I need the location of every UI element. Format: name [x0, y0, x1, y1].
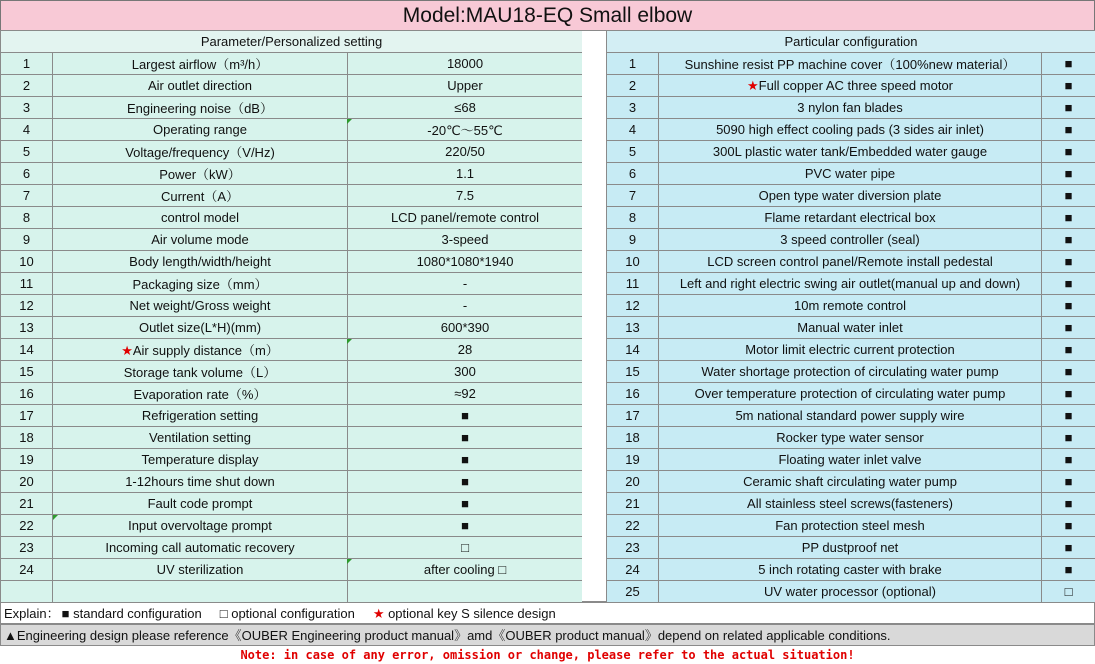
configuration-row	[607, 119, 1095, 141]
parameter-name: UV sterilization	[53, 559, 348, 581]
row-number: 22	[1, 515, 53, 537]
reference-note: ▲Engineering design please reference《OUBER Engineering product manual》amd《OUBER product manual》depend on related applicable conditions.	[0, 624, 1095, 646]
parameter-table	[0, 30, 583, 603]
row-number: 10	[1, 251, 53, 273]
configuration-header-label: Particular configuration	[607, 31, 1095, 53]
row-number: 15	[607, 361, 659, 383]
star-icon: ★	[746, 77, 759, 93]
row-number: 4	[1, 119, 53, 141]
parameter-row	[1, 251, 583, 273]
row-number: 4	[607, 119, 659, 141]
parameter-name: control model	[53, 207, 348, 229]
configuration-row	[607, 141, 1095, 163]
configuration-name: Left and right electric swing air outlet(manual up and down)	[659, 273, 1042, 295]
parameter-value: 300	[348, 361, 583, 383]
configuration-row	[607, 163, 1095, 185]
parameter-name: Power（kW）	[53, 163, 348, 185]
configuration-name: Fan protection steel mesh	[659, 515, 1042, 537]
parameter-value: ■	[348, 493, 583, 515]
parameter-name: 1-12hours time shut down	[53, 471, 348, 493]
cell-marker-icon	[53, 515, 58, 520]
parameter-row	[1, 97, 583, 119]
cell-marker-icon	[347, 339, 352, 344]
parameter-table-header	[1, 31, 583, 53]
parameter-row	[1, 471, 583, 493]
configuration-name: PVC water pipe	[659, 163, 1042, 185]
configuration-mark: ■	[1042, 207, 1095, 229]
parameter-value: ■	[348, 427, 583, 449]
parameter-row	[1, 141, 583, 163]
parameter-value: ≈92	[348, 383, 583, 405]
parameter-row	[1, 317, 583, 339]
parameter-row	[1, 295, 583, 317]
row-number: 25	[607, 581, 659, 603]
parameter-name: Refrigeration setting	[53, 405, 348, 427]
configuration-name: 5 inch rotating caster with brake	[659, 559, 1042, 581]
configuration-mark: ■	[1042, 339, 1095, 361]
configuration-mark: ■	[1042, 251, 1095, 273]
row-number: 17	[1, 405, 53, 427]
row-number: 17	[607, 405, 659, 427]
parameter-row	[1, 207, 583, 229]
row-number: 18	[607, 427, 659, 449]
configuration-name: Flame retardant electrical box	[659, 207, 1042, 229]
configuration-row	[607, 317, 1095, 339]
row-number: 2	[1, 75, 53, 97]
configuration-name: Rocker type water sensor	[659, 427, 1042, 449]
row-number: 3	[607, 97, 659, 119]
cell-marker-icon	[347, 119, 352, 124]
parameter-value: 1.1	[348, 163, 583, 185]
row-number: 9	[607, 229, 659, 251]
parameter-row	[1, 119, 583, 141]
parameter-value: 220/50	[348, 141, 583, 163]
parameter-row	[1, 581, 583, 603]
row-number: 23	[1, 537, 53, 559]
row-number	[1, 581, 53, 603]
parameter-value: 28	[348, 339, 583, 361]
parameter-name: Storage tank volume（L）	[53, 361, 348, 383]
parameter-name: Air outlet direction	[53, 75, 348, 97]
parameter-row	[1, 273, 583, 295]
configuration-name: Open type water diversion plate	[659, 185, 1042, 207]
parameter-value: 3-speed	[348, 229, 583, 251]
parameter-value: LCD panel/remote control	[348, 207, 583, 229]
configuration-row	[607, 207, 1095, 229]
row-number: 5	[1, 141, 53, 163]
parameter-value: ■	[348, 405, 583, 427]
row-number: 11	[607, 273, 659, 295]
configuration-row	[607, 361, 1095, 383]
row-number: 19	[607, 449, 659, 471]
cell-text: Full copper AC three speed motor	[758, 77, 954, 93]
configuration-name: LCD screen control panel/Remote install pedestal	[659, 251, 1042, 273]
row-number: 7	[1, 185, 53, 207]
parameter-value: 600*390	[348, 317, 583, 339]
row-number: 6	[1, 163, 53, 185]
row-number: 16	[607, 383, 659, 405]
parameter-value: -	[348, 295, 583, 317]
row-number: 8	[1, 207, 53, 229]
configuration-mark: ■	[1042, 229, 1095, 251]
configuration-mark: ■	[1042, 537, 1095, 559]
configuration-name: Ceramic shaft circulating water pump	[659, 471, 1042, 493]
row-number: 15	[1, 361, 53, 383]
configuration-mark: ■	[1042, 317, 1095, 339]
row-number: 18	[1, 427, 53, 449]
row-number: 5	[607, 141, 659, 163]
parameter-value: 18000	[348, 53, 583, 75]
parameter-row	[1, 559, 583, 581]
configuration-row	[607, 53, 1095, 75]
configuration-name: UV water processor (optional)	[659, 581, 1042, 603]
star-icon: ★	[121, 343, 133, 358]
page-title: Model:MAU18-EQ Small elbow	[0, 0, 1095, 31]
parameter-name: Body length/width/height	[53, 251, 348, 273]
configuration-mark: ■	[1042, 405, 1095, 427]
parameter-header-label: Parameter/Personalized setting	[1, 31, 583, 53]
configuration-mark: ■	[1042, 75, 1095, 97]
row-number: 20	[1, 471, 53, 493]
configuration-row	[607, 537, 1095, 559]
parameter-name: Air volume mode	[53, 229, 348, 251]
parameter-name: Fault code prompt	[53, 493, 348, 515]
parameter-row	[1, 427, 583, 449]
configuration-mark: ■	[1042, 273, 1095, 295]
configuration-row	[607, 251, 1095, 273]
configuration-name: 10m remote control	[659, 295, 1042, 317]
row-number: 7	[607, 185, 659, 207]
parameter-name: Voltage/frequency（V/Hz)	[53, 141, 348, 163]
configuration-mark: ■	[1042, 119, 1095, 141]
parameter-value: 1080*1080*1940	[348, 251, 583, 273]
configuration-mark: ■	[1042, 141, 1095, 163]
parameter-row	[1, 537, 583, 559]
parameter-name: Largest airflow（m³/h）	[53, 53, 348, 75]
parameter-name: Packaging size（mm）	[53, 273, 348, 295]
row-number: 24	[607, 559, 659, 581]
configuration-mark: ■	[1042, 559, 1095, 581]
explain-legend	[0, 602, 1095, 624]
parameter-row	[1, 493, 583, 515]
configuration-row	[607, 185, 1095, 207]
row-number: 22	[607, 515, 659, 537]
configuration-mark: ■	[1042, 449, 1095, 471]
configuration-mark: ■	[1042, 471, 1095, 493]
configuration-mark: ■	[1042, 185, 1095, 207]
legend-standard: ■ standard configuration	[61, 606, 202, 621]
parameter-row	[1, 449, 583, 471]
configuration-mark: □	[1042, 581, 1095, 603]
row-number: 8	[607, 207, 659, 229]
parameter-value: □	[348, 537, 583, 559]
legend-optional: □ optional configuration	[219, 606, 355, 621]
configuration-name: Water shortage protection of circulating water pump	[659, 361, 1042, 383]
configuration-name: Manual water inlet	[659, 317, 1042, 339]
row-number: 21	[607, 493, 659, 515]
parameter-value: -20℃～55℃	[348, 119, 583, 141]
configuration-mark: ■	[1042, 97, 1095, 119]
configuration-name: 5090 high effect cooling pads (3 sides air inlet)	[659, 119, 1042, 141]
configuration-row	[607, 383, 1095, 405]
row-number: 13	[607, 317, 659, 339]
configuration-row	[607, 515, 1095, 537]
parameter-value: 7.5	[348, 185, 583, 207]
parameter-name: Temperature display	[53, 449, 348, 471]
configuration-table-header	[607, 31, 1095, 53]
table-gap	[582, 30, 606, 602]
configuration-name: 5m national standard power supply wire	[659, 405, 1042, 427]
disclaimer-note: Note: in case of any error, omission or change, please refer to the actual situation!	[240, 648, 855, 662]
parameter-row	[1, 229, 583, 251]
row-number: 1	[1, 53, 53, 75]
row-number: 10	[607, 251, 659, 273]
row-number: 12	[1, 295, 53, 317]
configuration-name	[659, 75, 1042, 97]
row-number: 21	[1, 493, 53, 515]
parameter-row	[1, 515, 583, 537]
parameter-name	[53, 339, 348, 361]
configuration-row	[607, 75, 1095, 97]
parameter-row	[1, 361, 583, 383]
row-number: 20	[607, 471, 659, 493]
legend-silence: optional key S silence design	[384, 606, 556, 621]
row-number: 16	[1, 383, 53, 405]
configuration-mark: ■	[1042, 383, 1095, 405]
parameter-name: Input overvoltage prompt	[53, 515, 348, 537]
parameter-row	[1, 75, 583, 97]
row-number: 14	[1, 339, 53, 361]
parameter-row	[1, 339, 583, 361]
configuration-mark: ■	[1042, 427, 1095, 449]
configuration-table	[606, 30, 1095, 603]
configuration-name: Motor limit electric current protection	[659, 339, 1042, 361]
configuration-mark: ■	[1042, 361, 1095, 383]
parameter-row	[1, 383, 583, 405]
star-icon: ★	[372, 606, 385, 621]
configuration-name: Floating water inlet valve	[659, 449, 1042, 471]
explain-prefix: Explain：	[4, 606, 60, 621]
parameter-value: Upper	[348, 75, 583, 97]
row-number: 19	[1, 449, 53, 471]
row-number: 9	[1, 229, 53, 251]
configuration-row	[607, 339, 1095, 361]
configuration-name: 3 speed controller (seal)	[659, 229, 1042, 251]
row-number: 2	[607, 75, 659, 97]
row-number: 24	[1, 559, 53, 581]
configuration-row	[607, 97, 1095, 119]
configuration-row	[607, 449, 1095, 471]
configuration-name: All stainless steel screws(fasteners)	[659, 493, 1042, 515]
parameter-value: ≤68	[348, 97, 583, 119]
row-number: 13	[1, 317, 53, 339]
configuration-row	[607, 581, 1095, 603]
parameter-name: Incoming call automatic recovery	[53, 537, 348, 559]
parameter-row	[1, 163, 583, 185]
configuration-row	[607, 295, 1095, 317]
configuration-mark: ■	[1042, 493, 1095, 515]
cell-text: Air supply distance（m）	[132, 343, 279, 358]
parameter-name: Evaporation rate（%）	[53, 383, 348, 405]
configuration-row	[607, 405, 1095, 427]
parameter-name: Engineering noise（dB）	[53, 97, 348, 119]
parameter-row	[1, 405, 583, 427]
configuration-name: 300L plastic water tank/Embedded water gauge	[659, 141, 1042, 163]
row-number: 23	[607, 537, 659, 559]
row-number: 12	[607, 295, 659, 317]
configuration-row	[607, 427, 1095, 449]
row-number: 3	[1, 97, 53, 119]
configuration-row	[607, 493, 1095, 515]
row-number: 6	[607, 163, 659, 185]
row-number: 11	[1, 273, 53, 295]
parameter-value: -	[348, 273, 583, 295]
configuration-row	[607, 273, 1095, 295]
configuration-mark: ■	[1042, 515, 1095, 537]
configuration-name: Over temperature protection of circulating water pump	[659, 383, 1042, 405]
parameter-value: ■	[348, 471, 583, 493]
parameter-name	[53, 581, 348, 603]
configuration-mark: ■	[1042, 53, 1095, 75]
configuration-name: Sunshine resist PP machine cover（100%new material）	[659, 53, 1042, 75]
parameter-name: Ventilation setting	[53, 427, 348, 449]
parameter-value: after cooling □	[348, 559, 583, 581]
configuration-mark: ■	[1042, 295, 1095, 317]
parameter-value: ■	[348, 449, 583, 471]
row-number: 1	[607, 53, 659, 75]
parameter-name: Outlet size(L*H)(mm)	[53, 317, 348, 339]
parameter-row	[1, 185, 583, 207]
configuration-row	[607, 471, 1095, 493]
configuration-row	[607, 229, 1095, 251]
parameter-value: ■	[348, 515, 583, 537]
parameter-name: Operating range	[53, 119, 348, 141]
parameter-row	[1, 53, 583, 75]
row-number: 14	[607, 339, 659, 361]
parameter-name: Net weight/Gross weight	[53, 295, 348, 317]
configuration-name: PP dustproof net	[659, 537, 1042, 559]
parameter-value	[348, 581, 583, 603]
configuration-mark: ■	[1042, 163, 1095, 185]
cell-marker-icon	[347, 559, 352, 564]
parameter-name: Current（A）	[53, 185, 348, 207]
configuration-name: 3 nylon fan blades	[659, 97, 1042, 119]
configuration-row	[607, 559, 1095, 581]
